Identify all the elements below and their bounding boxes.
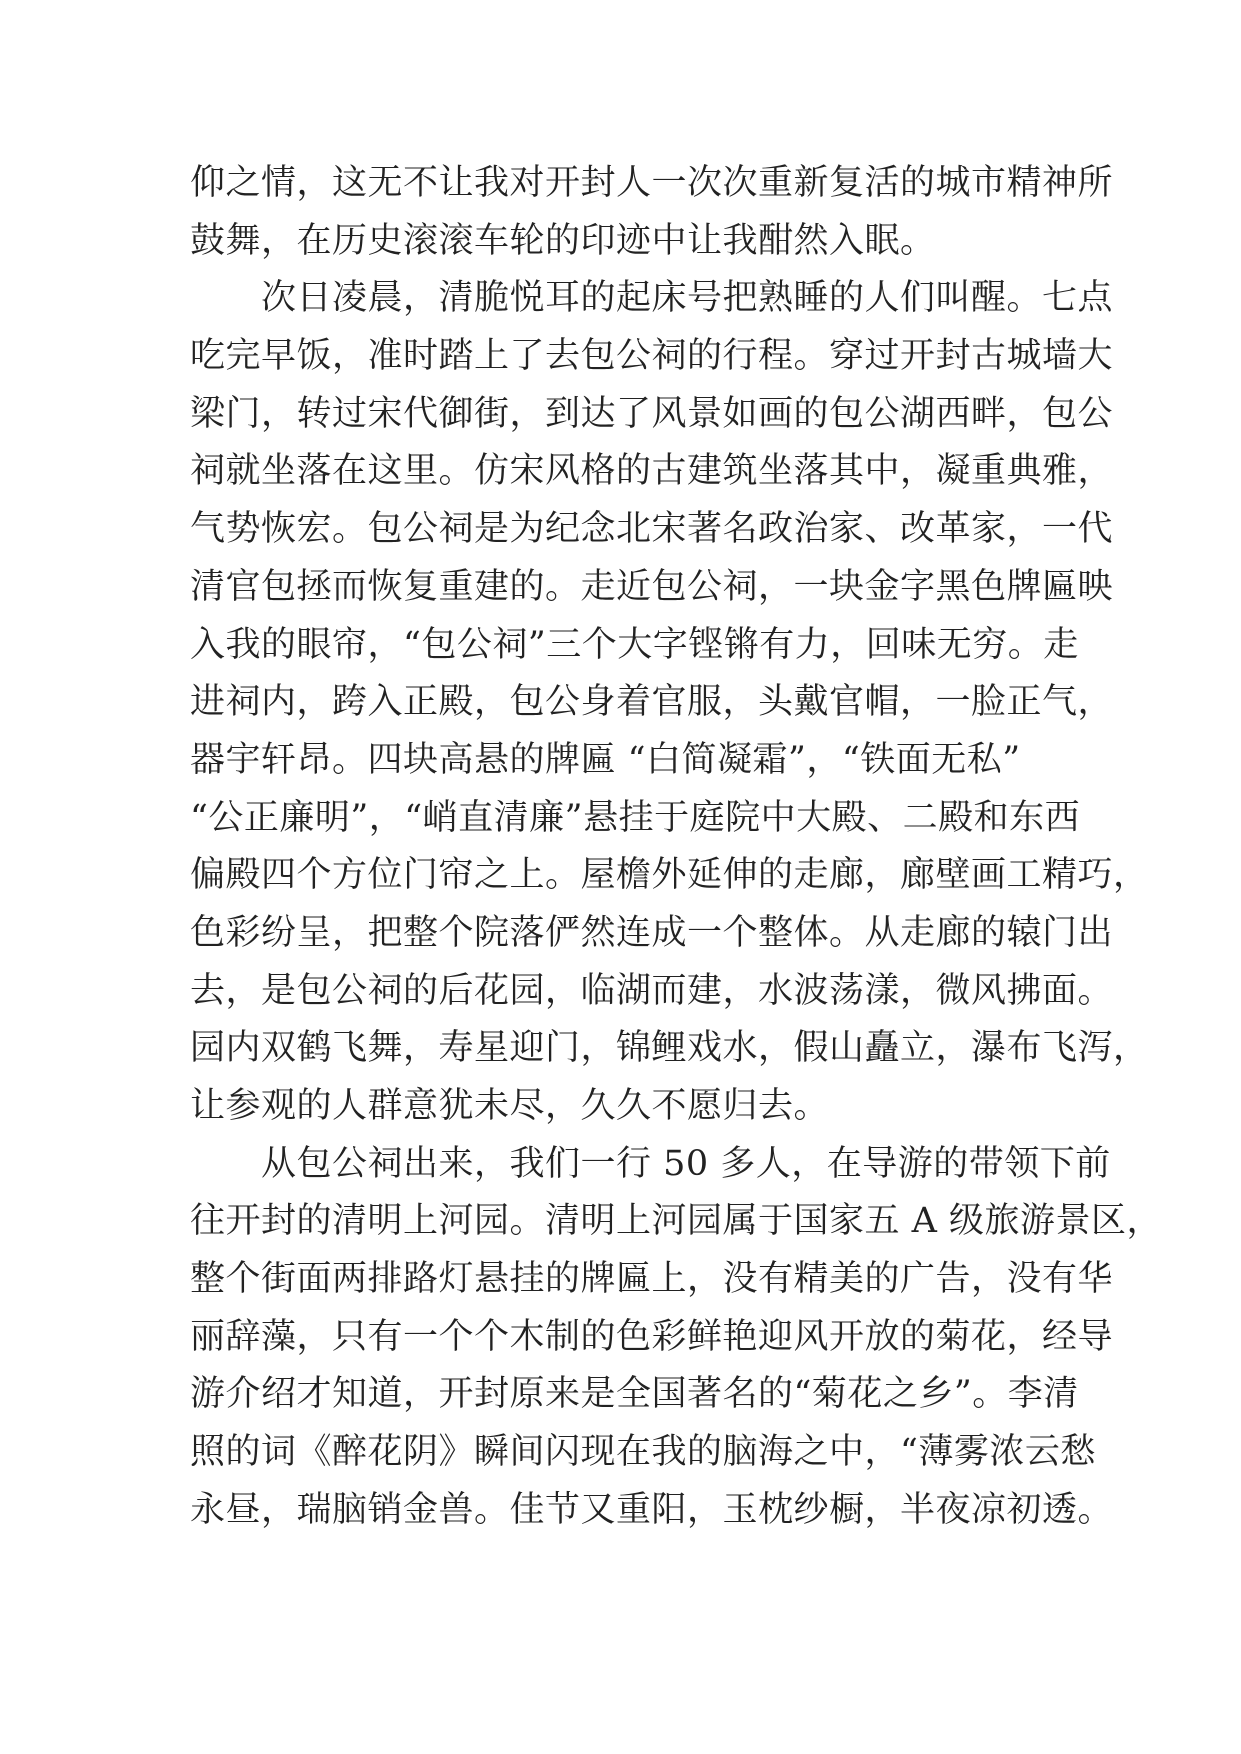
text-line: 气势恢宏。包公祠是为纪念北宋著名政治家、改革家，一代 xyxy=(190,509,1114,550)
text-line: 祠就坐落在这里。仿宋风格的古建筑坐落其中，凝重典雅， xyxy=(190,451,1114,492)
text-line: 仰之情，这无不让我对开封人一次次重新复活的城市精神所 xyxy=(190,163,1114,203)
text-line: 次日凌晨，清脆悦耳的起床号把熟睡的人们叫醒。七点 xyxy=(190,278,1114,319)
text-line: 永昼，瑞脑销金兽。佳节又重阳，玉枕纱橱，半夜凉初透。 xyxy=(190,1489,1114,1530)
text-line: 偏殿四个方位门帘之上。屋檐外延伸的走廊，廊壁画工精巧， xyxy=(190,855,1149,896)
text-line: “公正廉明”，“峭直清廉”悬挂于庭院中大殿、二殿和东西 xyxy=(190,797,1081,838)
text-line: 鼓舞，在历史滚滚车轮的印迹中让我酣然入眠。 xyxy=(190,220,936,261)
text-line: 让参观的人群意犹未尽，久久不愿归去。 xyxy=(190,1086,830,1126)
text-line: 丽辞藻，只有一个个木制的色彩鲜艳迎风开放的菊花，经导 xyxy=(190,1316,1114,1357)
text-line: 进祠内，跨入正殿，包公身着官服，头戴官帽，一脸正气， xyxy=(190,682,1114,723)
text-line: 整个街面两排路灯悬挂的牌匾上，没有精美的广告，没有华 xyxy=(190,1259,1114,1300)
text-line: 往开封的清明上河园。清明上河园属于国家五 A 级旅游景区， xyxy=(190,1201,1163,1242)
text-line: 器宇轩昂。四块高悬的牌匾 “白简凝霜”，“铁面无私” xyxy=(190,739,1021,780)
text-line: 入我的眼帘，“包公祠”三个大字铿锵有力，回味无穷。走 xyxy=(190,624,1079,665)
text-line: 去，是包公祠的后花园，临湖而建，水波荡漾，微风拂面。 xyxy=(190,970,1114,1011)
text-line: 吃完早饭，准时踏上了去包公祠的行程。穿过开封古城墙大 xyxy=(190,336,1114,377)
text-line: 游介绍才知道，开封原来是全国著名的“菊花之乡”。李清 xyxy=(190,1374,1079,1415)
text-line: 从包公祠出来，我们一行 50 多人，在导游的带领下前 xyxy=(190,1143,1111,1184)
text-line: 梁门，转过宋代御街，到达了风景如画的包公湖西畔，包公 xyxy=(190,393,1114,434)
body-text xyxy=(190,155,1163,1540)
text-line: 清官包拯而恢复重建的。走近包公祠，一块金字黑色牌匾映 xyxy=(190,566,1114,607)
text-line: 照的词《醉花阴》瞬间闪现在我的脑海之中，“薄雾浓云愁 xyxy=(190,1432,1096,1473)
text-line: 园内双鹤飞舞，寿星迎门，锦鲤戏水，假山矗立，瀑布飞泻， xyxy=(190,1028,1149,1069)
text-line: 色彩纷呈，把整个院落俨然连成一个整体。从走廊的辕门出 xyxy=(190,912,1114,953)
